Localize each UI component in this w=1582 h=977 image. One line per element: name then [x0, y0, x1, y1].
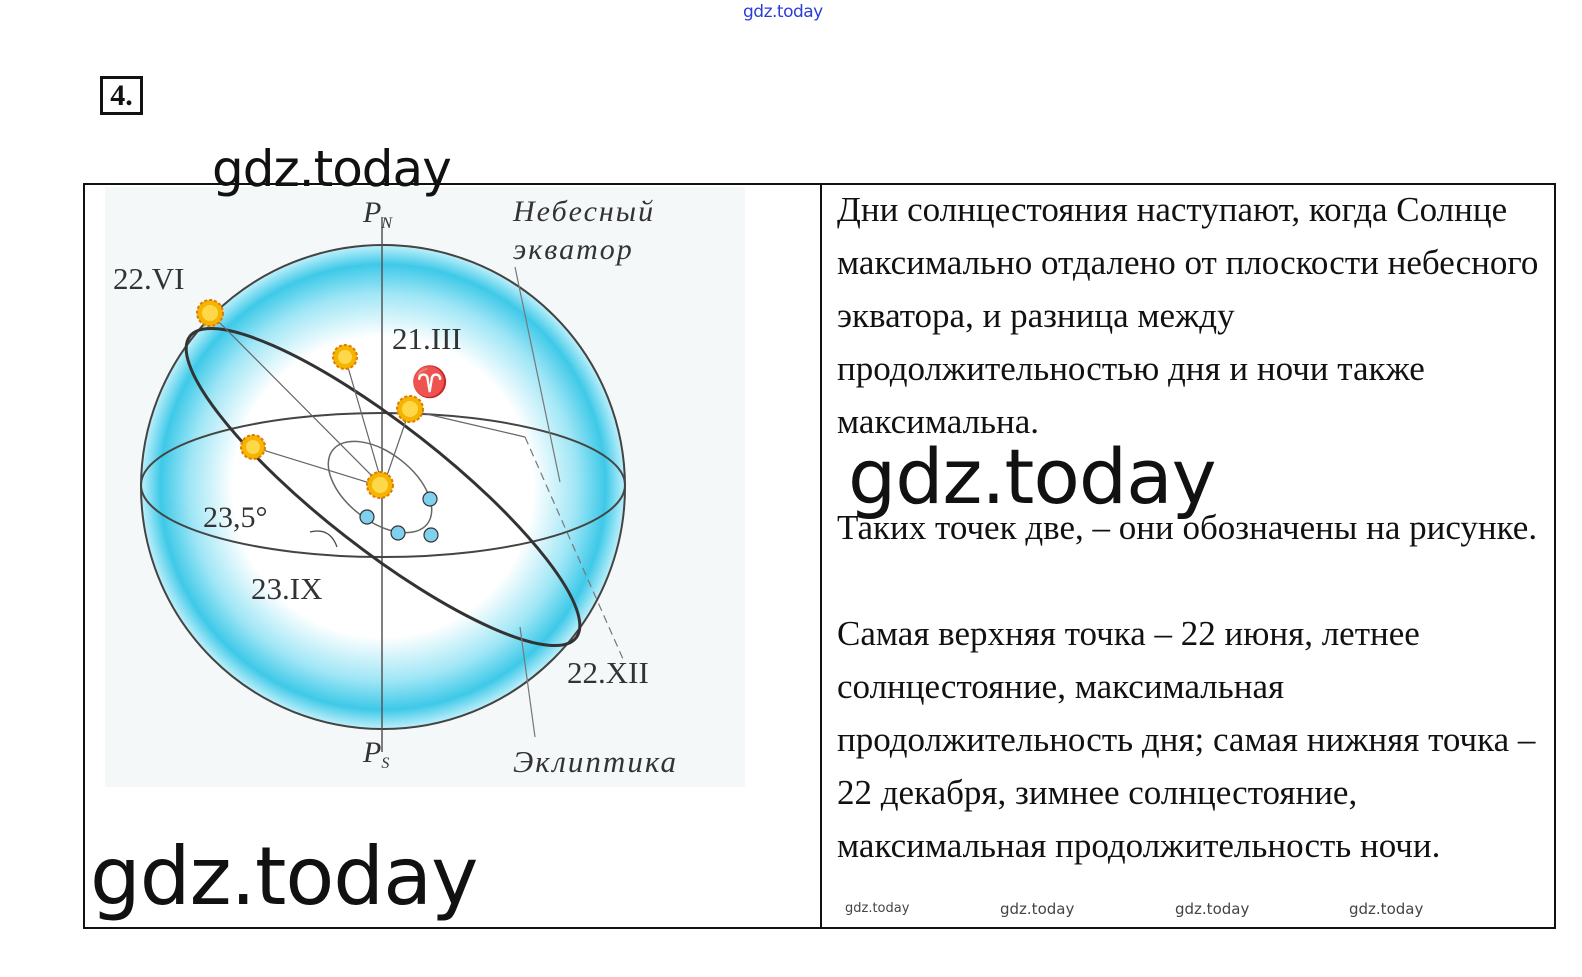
watermark-top: gdz.today	[743, 2, 823, 22]
column-divider	[820, 185, 822, 927]
watermark-figure-top: gdz.today	[212, 140, 451, 198]
earth-icon	[423, 492, 437, 506]
earth-icon	[391, 526, 405, 540]
celestial-equator-label-1: Небесный	[513, 195, 656, 228]
aries-symbol: ♈	[411, 366, 449, 399]
date-september-label: 23.IX	[251, 571, 323, 606]
date-march-label: 21.III	[392, 321, 462, 356]
earth-icon	[360, 510, 374, 524]
answer-paragraph-1: Дни солнцестояния наступают, когда Солнце максимально отдалено от плоскости небесного экватора, и разница между продолжительностью дня и ночи также максимальна.	[837, 190, 1539, 441]
task-number: 4.	[100, 76, 143, 115]
answer-paragraph-2: Таких точек две, – они обозначены на рисунке.	[837, 508, 1538, 547]
sun-icon	[333, 345, 357, 369]
watermark-small-2: gdz.today	[1000, 900, 1075, 918]
answer-table	[83, 183, 1556, 929]
watermark-middle: gdz.today	[848, 432, 1216, 521]
answer-paragraph-3: Самая верхняя точка – 22 июня, летнее солнцестояние, максимальная продолжительность дня; самая нижняя точка – 22 декабря, зимнее солнцестояние, максимальная продолжительность ночи.	[837, 614, 1536, 865]
celestial-sphere-figure	[105, 187, 745, 787]
watermark-small-3: gdz.today	[1175, 900, 1250, 918]
sun-june-icon	[197, 300, 223, 326]
sun-center-icon	[367, 472, 393, 498]
sun-icon	[241, 435, 265, 459]
pole-south-label: $P_S$	[363, 736, 390, 772]
watermark-bottom-left: gdz.today	[90, 830, 478, 923]
date-june-label: 22.VI	[113, 261, 185, 296]
angle-label: 23,5°	[203, 501, 268, 534]
sun-march-icon	[397, 396, 423, 422]
ecliptic-label: Эклиптика	[513, 744, 679, 779]
earth-icon	[424, 528, 438, 542]
watermark-small-4: gdz.today	[1349, 900, 1424, 918]
pole-north-label: $P_N$	[363, 196, 392, 232]
date-december-label: 22.XII	[567, 655, 649, 690]
watermark-small-1: gdz.today	[845, 901, 910, 916]
celestial-equator-label-2: экватор	[513, 233, 634, 266]
